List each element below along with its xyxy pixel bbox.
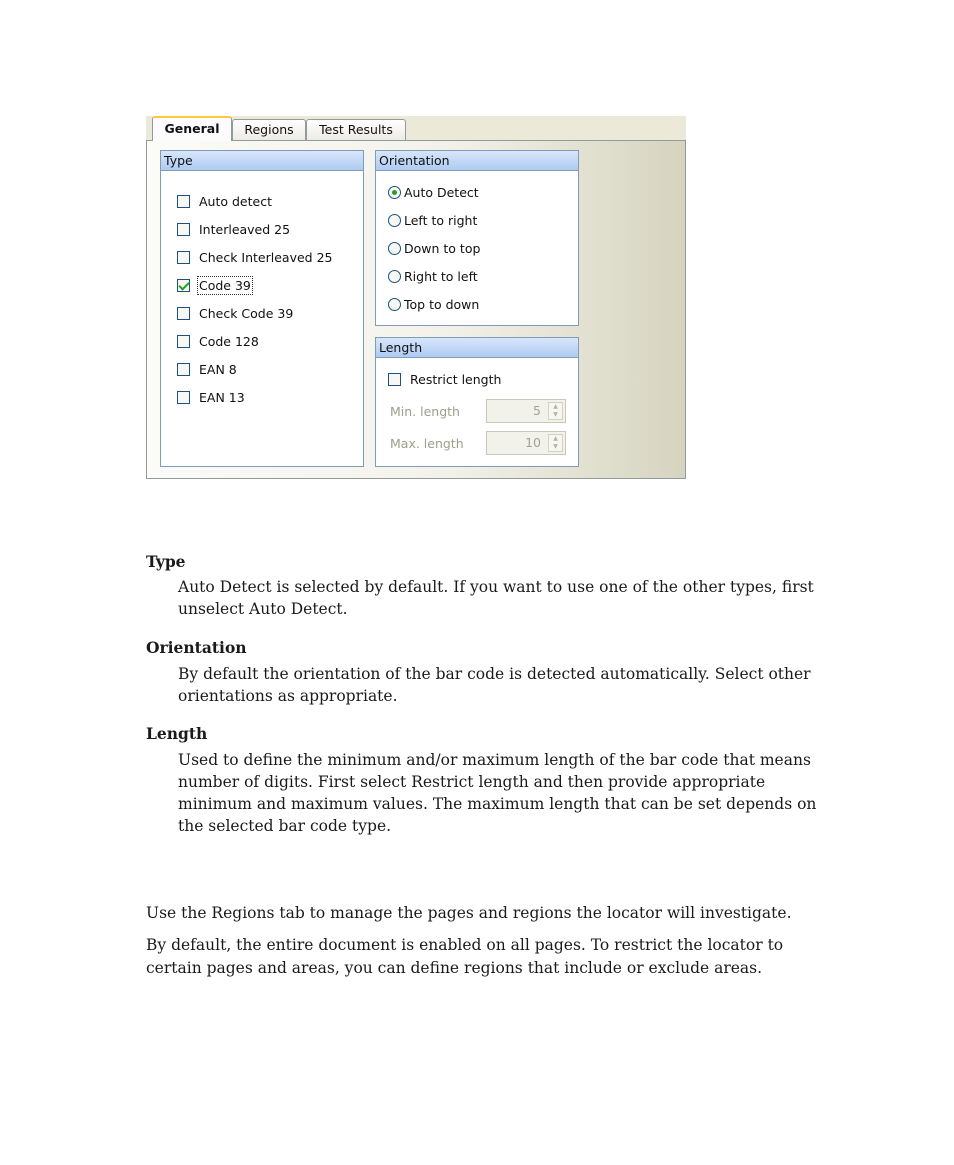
type-label: Interleaved 25 bbox=[199, 221, 291, 237]
min-length-value: 5 bbox=[533, 403, 541, 418]
orientation-down-to-top[interactable] bbox=[388, 239, 480, 257]
checkbox-restrict-length[interactable] bbox=[388, 373, 401, 386]
type-interleaved-25[interactable] bbox=[177, 220, 290, 238]
tab-test-results[interactable]: Test Results bbox=[306, 119, 406, 140]
type-label: Check Code 39 bbox=[199, 305, 294, 321]
type-label: Code 39 bbox=[199, 277, 251, 293]
type-label: Code 128 bbox=[199, 333, 259, 349]
restrict-length-option[interactable] bbox=[388, 370, 501, 388]
checkbox-auto-detect[interactable] bbox=[177, 195, 190, 208]
type-group bbox=[160, 150, 364, 467]
definition-length: Used to define the minimum and/or maximum length of the bar code that means number of digits. First select Restrict length and then provide appropriate minimum and maximum values. The maximum length that can be set depends on the selected bar code type. bbox=[178, 751, 817, 835]
orientation-left-to-right[interactable] bbox=[388, 211, 477, 229]
orientation-label: Auto Detect bbox=[404, 184, 479, 200]
restrict-length-label: Restrict length bbox=[410, 371, 502, 387]
definition-type: Auto Detect is selected by default. If you want to use one of the other types, first unselect Auto Detect. bbox=[178, 578, 814, 618]
type-code-128[interactable] bbox=[177, 332, 259, 350]
type-ean-13[interactable] bbox=[177, 388, 245, 406]
tab-general[interactable]: General bbox=[152, 116, 232, 141]
tab-panel-general bbox=[146, 140, 686, 479]
type-label: Check Interleaved 25 bbox=[199, 249, 333, 265]
checkbox-code-39[interactable] bbox=[177, 279, 190, 292]
paragraph-regions-tab: Use the Regions tab to manage the pages and regions the locator will investigate. bbox=[146, 904, 792, 922]
radio-right-to-left[interactable] bbox=[388, 270, 401, 283]
length-group-title: Length bbox=[376, 338, 578, 358]
orientation-label: Down to top bbox=[404, 240, 481, 256]
checkbox-code-128[interactable] bbox=[177, 335, 190, 348]
orientation-label: Right to left bbox=[404, 268, 478, 284]
definition-orientation: By default the orientation of the bar code is detected automatically. Select other orientations as appropriate. bbox=[178, 665, 811, 705]
type-auto-detect[interactable] bbox=[177, 192, 272, 210]
max-length-stepper[interactable] bbox=[486, 431, 566, 455]
type-label: EAN 8 bbox=[199, 361, 237, 377]
checkbox-ean-13[interactable] bbox=[177, 391, 190, 404]
tab-regions[interactable]: Regions bbox=[232, 119, 306, 140]
orientation-group bbox=[375, 150, 579, 326]
checkbox-check-code-39[interactable] bbox=[177, 307, 190, 320]
barcode-settings-dialog bbox=[146, 116, 686, 479]
term-orientation: Orientation bbox=[146, 638, 247, 657]
type-ean-8[interactable] bbox=[177, 360, 237, 378]
min-length-label: Min. length bbox=[390, 403, 460, 419]
orientation-label: Left to right bbox=[404, 212, 478, 228]
checkbox-ean-8[interactable] bbox=[177, 363, 190, 376]
type-label: EAN 13 bbox=[199, 389, 245, 405]
checkbox-check-interleaved-25[interactable] bbox=[177, 251, 190, 264]
radio-left-to-right[interactable] bbox=[388, 214, 401, 227]
type-label: Auto detect bbox=[199, 193, 272, 209]
orientation-group-title: Orientation bbox=[376, 151, 578, 171]
radio-auto-detect[interactable] bbox=[388, 186, 401, 199]
spin-arrows-icon[interactable]: ▲ ▼ bbox=[548, 402, 563, 420]
type-group-title: Type bbox=[161, 151, 363, 171]
min-length-stepper[interactable] bbox=[486, 399, 566, 423]
spin-arrows-icon[interactable]: ▲ ▼ bbox=[548, 434, 563, 452]
orientation-auto-detect[interactable] bbox=[388, 183, 479, 201]
term-type: Type bbox=[146, 552, 186, 571]
checkbox-interleaved-25[interactable] bbox=[177, 223, 190, 236]
max-length-value: 10 bbox=[525, 435, 541, 450]
term-length: Length bbox=[146, 724, 208, 743]
type-check-code-39[interactable] bbox=[177, 304, 293, 322]
radio-down-to-top[interactable] bbox=[388, 242, 401, 255]
orientation-label: Top to down bbox=[404, 296, 480, 312]
type-code-39[interactable] bbox=[177, 276, 251, 294]
orientation-right-to-left[interactable] bbox=[388, 267, 478, 285]
max-length-label: Max. length bbox=[390, 435, 464, 451]
paragraph-default-regions: By default, the entire document is enabled on all pages. To restrict the locator to certain pages and areas, you can define regions that include or exclude areas. bbox=[146, 936, 784, 977]
radio-top-to-down[interactable] bbox=[388, 298, 401, 311]
tab-strip bbox=[146, 116, 686, 140]
type-check-interleaved-25[interactable] bbox=[177, 248, 333, 266]
orientation-top-to-down[interactable] bbox=[388, 295, 479, 313]
length-group bbox=[375, 337, 579, 467]
